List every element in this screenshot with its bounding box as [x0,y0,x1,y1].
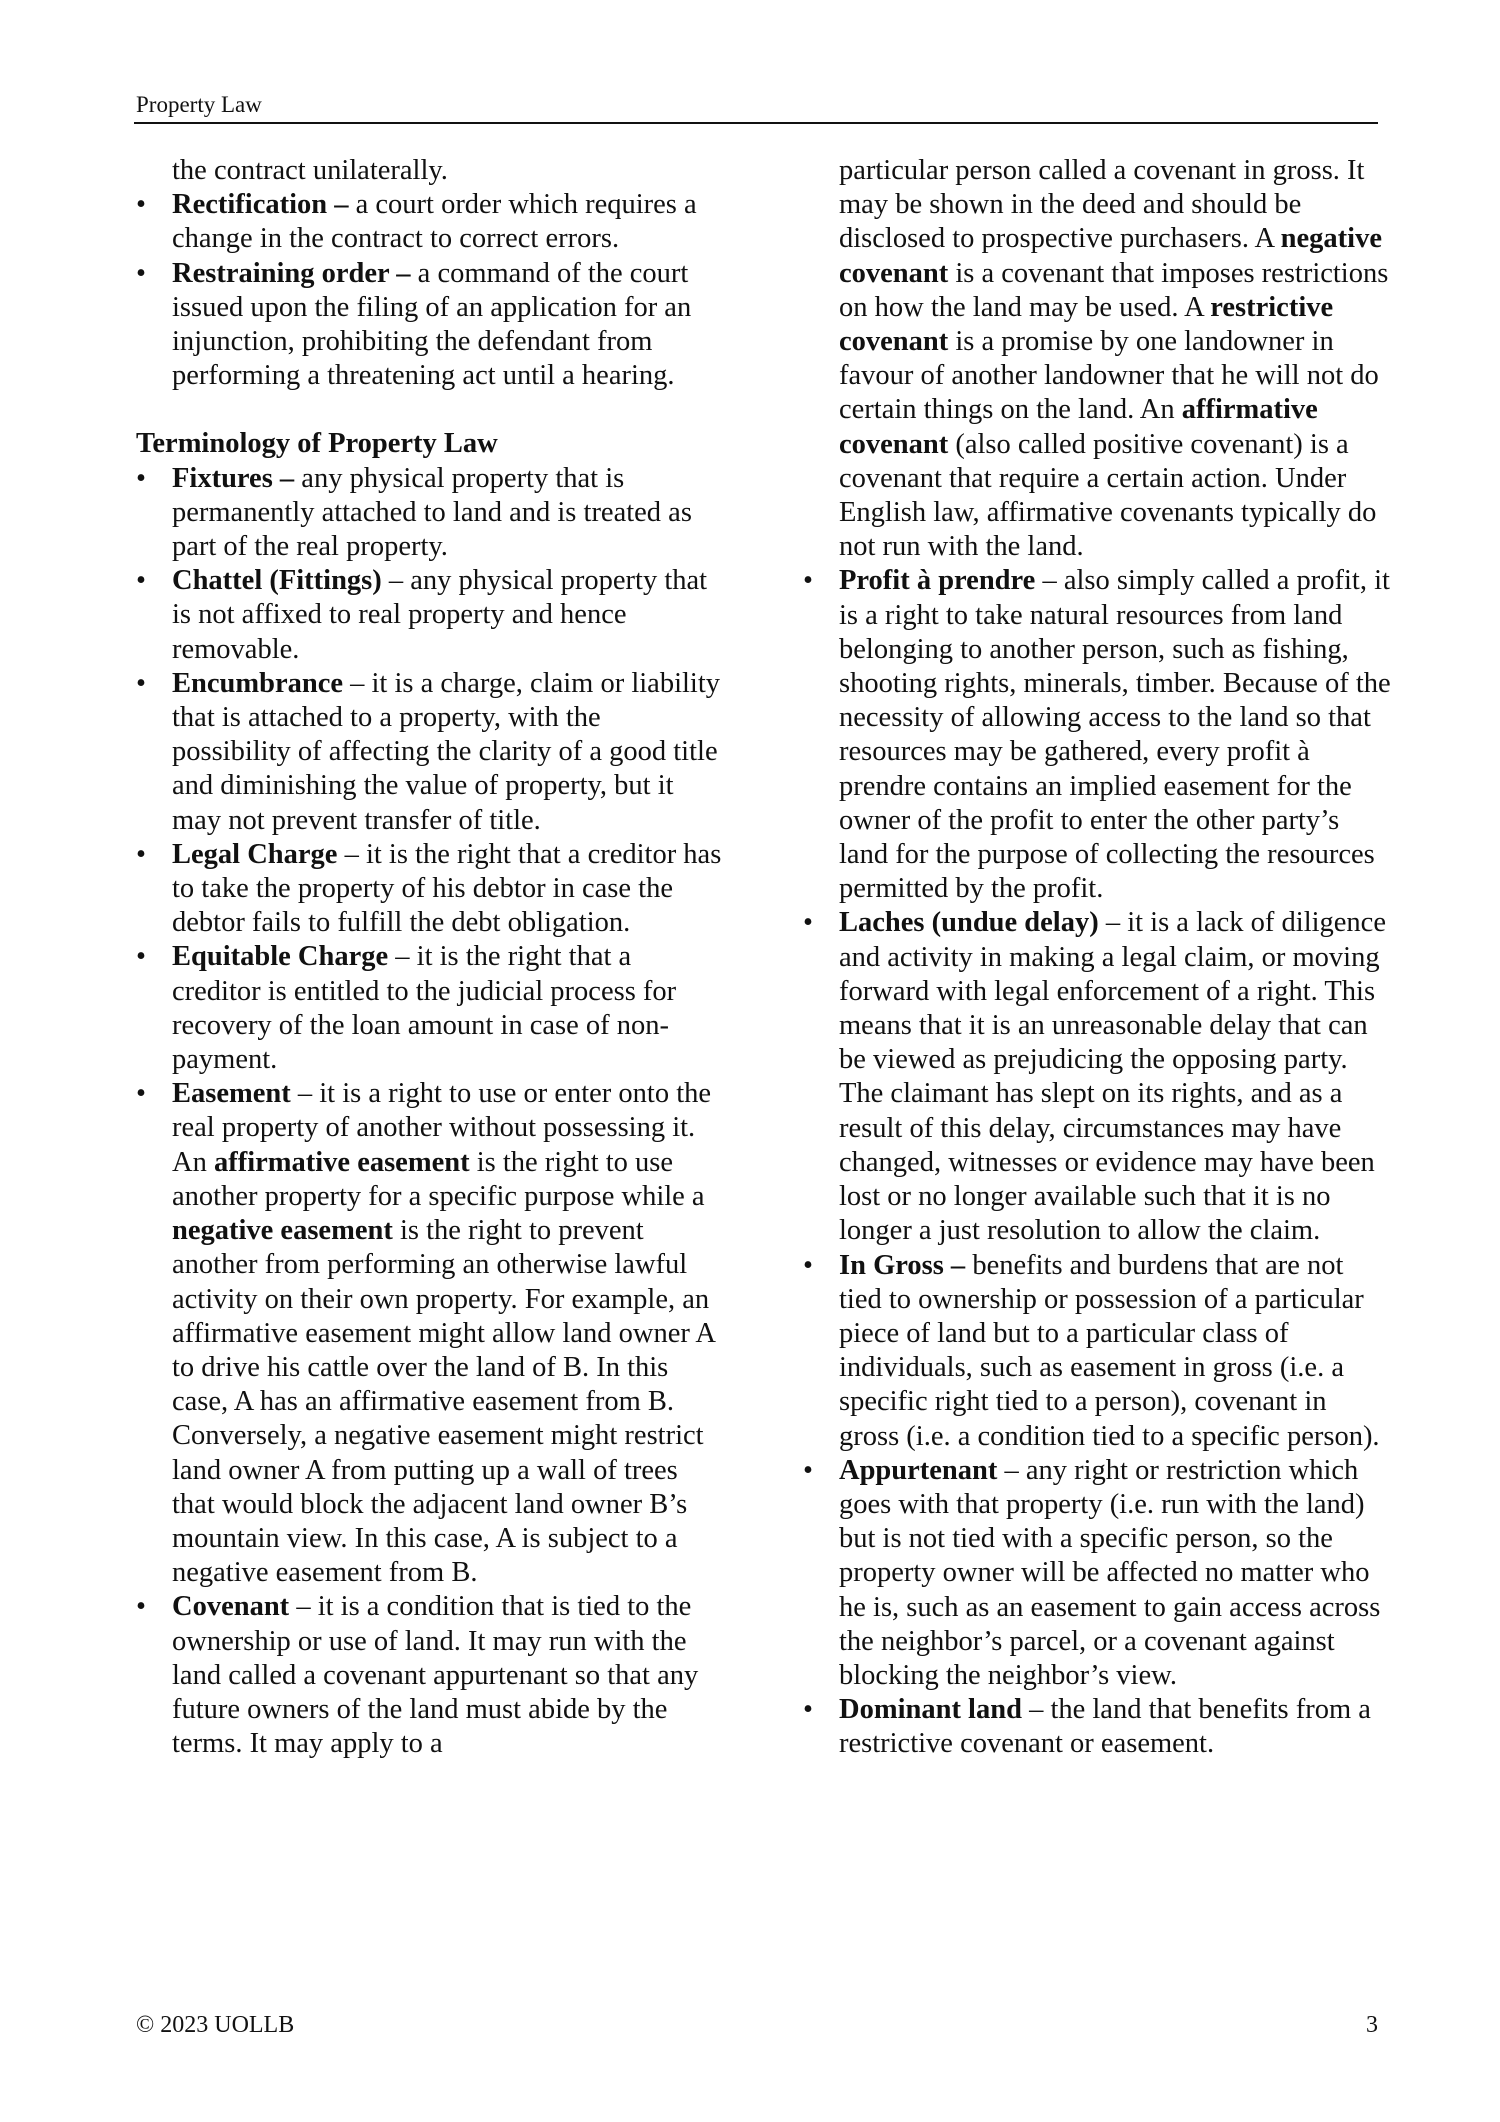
bullet: • [803,1249,813,1281]
bullet: • [136,462,146,494]
bullet: • [803,565,813,597]
bullet: • [803,907,813,939]
definition: – any physical property that is not affixed to real property and hence removable. [172,565,708,665]
definition-part: (also called positive covenant) is a covenant that require a certain action. Under English law, affirmative covenants typically do not run with the land. [839,428,1377,563]
bullet: • [136,838,146,870]
header-rule [134,122,1378,124]
definition-part: is a covenant that imposes restrictions on how the land may be used. A [839,257,1389,323]
term: Chattel (Fittings) [172,565,382,597]
definition: a command of the court issued upon the filing of an application for an injunction, prohibiting the defendant from performing a threatening act until a hearing. [172,257,692,392]
definition-part: is the right to use another property for a specific purpose while a [172,1146,705,1212]
definition: – it is the right that a creditor has to take the property of his debtor in case the debtor fails to fulfill the debt obligation. [172,838,722,939]
term: Encumbrance [172,667,343,699]
definition: – also simply called a profit, it is a right to take natural resources from land belonging to another person, such as fishing, shooting rights, minerals, timber. Because of the necessity of allowing access to the land so that resources may be gathered, every profit à prendre contains an implied easement for the owner of the profit to enter the other party’s land for the purpose of collecting the resources permitted by the profit. [839,565,1391,905]
term: Dominant land [839,1694,1022,1726]
continued-text [803,154,1393,564]
bullet: • [803,1694,813,1726]
definition: any physical property that is permanently attached to land and is treated as part of the real property. [172,462,692,563]
term: Appurtenant [839,1454,998,1486]
term: Covenant [172,1591,290,1623]
emphasis-term: negative easement [172,1215,393,1247]
term: Equitable Charge [172,941,389,973]
left-column [136,154,726,1761]
term: Profit à prendre [839,565,1036,597]
list-item-restraining-order [136,257,726,394]
definition: – any right or restriction which goes with that property (i.e. run with the land) but is not tied with a specific person, so the property owner will be affected no matter who he is, such as an easement to gain access across the neighbor’s parcel, or a covenant against blocking the neighbor’s view. [839,1454,1381,1691]
list-item-chattel [136,564,726,667]
section-heading: Terminology of Property Law [136,428,498,460]
list-item-equitable-charge [136,940,726,1077]
list-item-encumbrance [136,667,726,838]
definition-part: – it is a right to use or enter onto the real property of another without possessing it. An [172,1078,712,1178]
list-item-legal-charge [136,838,726,941]
list-item-laches [803,906,1393,1248]
footer-copyright: © 2023 UOLLB [136,2012,295,2038]
bullet: • [136,565,146,597]
definition: a court order which requires a change in the contract to correct errors. [172,189,697,255]
definition-part: particular person called a covenant in gross. It may be shown in the deed and should be disclosed to prospective purchasers. A [839,155,1365,255]
emphasis-term: affirmative covenant [839,394,1318,460]
term: Fixtures – [172,462,295,494]
bullet: • [136,667,146,699]
right-column [803,154,1393,1762]
emphasis-term: negative covenant [839,223,1382,289]
emphasis-term: restrictive covenant [839,291,1334,358]
continued-text: the contract unilaterally. [172,155,448,186]
list-item-in-gross [803,1249,1393,1454]
list-item-covenant [136,1590,726,1761]
bullet: • [136,941,146,973]
running-header: Property Law [136,92,262,117]
list-item-fixtures [136,462,726,565]
term: Restraining order – [172,257,411,289]
bullet: • [803,1454,813,1486]
term: Laches (undue delay) [839,907,1099,939]
term: In Gross – [839,1249,966,1281]
term: Legal Charge [172,838,338,870]
definition: – it is the right that a creditor is entitled to the judicial process for recovery of the loan amount in case of non-payment. [172,941,677,1076]
definition: – it is a charge, claim or liability that is attached to a property, with the possibility of affecting the clarity of a good title and diminishing the value of property, but it may not prevent transfer of title. [172,667,720,836]
bullet: • [136,1078,146,1110]
list-item-dominant-land [803,1693,1393,1761]
definition: benefits and burdens that are not tied to ownership or possession of a particular piece of land but to a particular class of individuals, such as easement in gross (i.e. a specific right tied to a person), covenant in gross (i.e. a condition tied to a specific person). [839,1249,1380,1452]
definition: – it is a lack of diligence and activity in making a legal claim, or moving forward with legal enforcement of a right. This means that it is an unreasonable delay that can be viewed as prejudicing the opposing party. The claimant has slept on its rights, and as a result of this delay, circumstances may have changed, witnesses or evidence may have been lost or no longer available such that it is no longer a just resolution to allow the claim. [839,907,1386,1247]
definition-part: is a promise by one landowner in favour of another landowner that he will not do certain things on the land. An [839,326,1379,426]
term: Easement [172,1078,291,1110]
list-item-rectification [136,188,726,256]
page-number: 3 [1366,2012,1378,2038]
list-item-easement [136,1077,726,1590]
list-item-appurtenant [803,1454,1393,1693]
definition: – the land that benefits from a restrictive covenant or easement. [839,1694,1371,1760]
bullet: • [136,189,146,221]
emphasis-term: affirmative easement [213,1146,470,1178]
bullet: • [136,257,146,289]
term: Rectification – [172,189,349,221]
list-item-profit-a-prendre [803,564,1393,906]
bullet: • [136,1591,146,1623]
definition-part: is the right to prevent another from performing an otherwise lawful activity on their own property. For example, an affirmative easement might allow land owner A to drive his cattle over the land of B. In this case, A has an affirmative easement from B. Conversely, a negative easement might restrict land owner A from putting up a wall of trees that would block the adjacent land owner B’s mountain view. In this case, A is subject to a negative easement from B. [172,1215,715,1589]
definition: – it is a condition that is tied to the ownership or use of land. It may run with the land called a covenant appurtenant so that any future owners of the land must abide by the terms. It may apply to a [172,1591,699,1760]
